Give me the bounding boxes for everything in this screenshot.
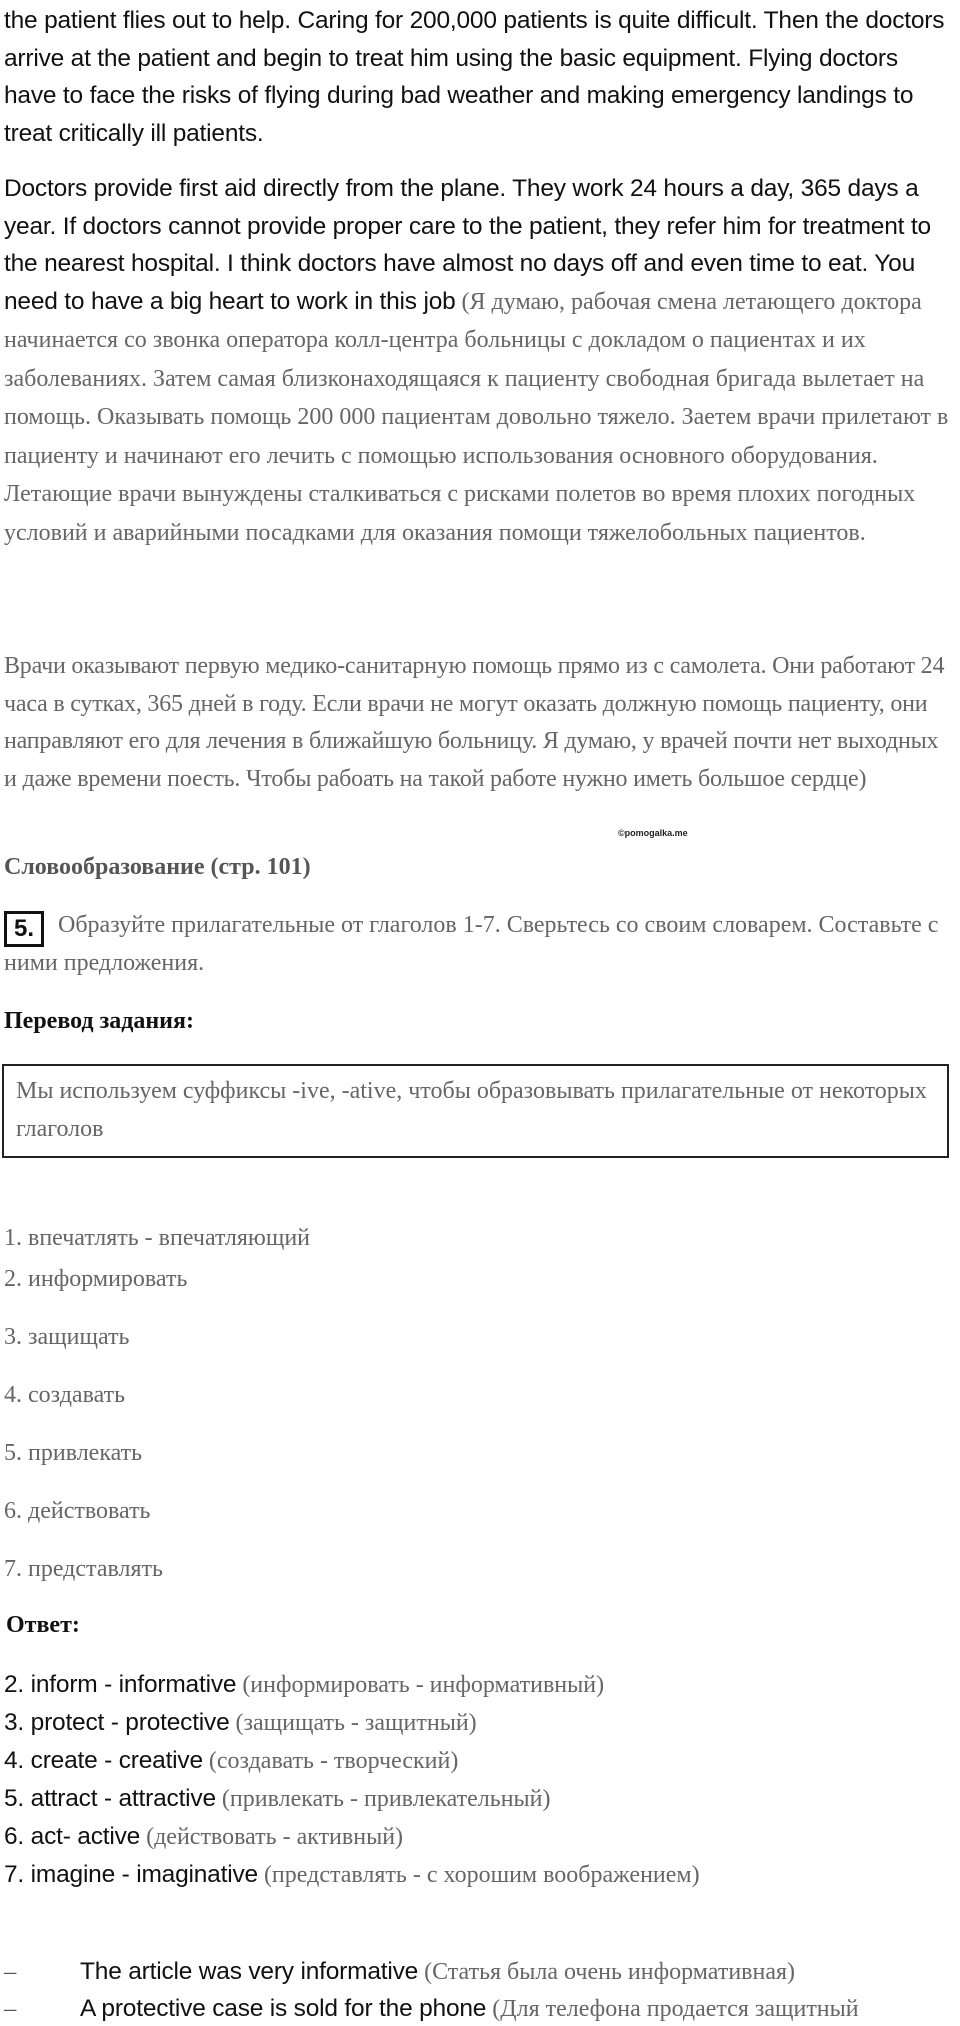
paragraph-2 (4, 170, 954, 552)
bullet-dash: – (4, 1995, 17, 2022)
paragraph-2-russian: (Я думаю, рабочая смена летающего доктора начинается со звонка оператора колл-центра больницы с докладом о пациентах и их заболеваниях. Затем самая близконаходящаяся к пациенту свободная бригада вылетает на помощь. Оказывать помощь 200 000 пациентам довольно тяжело. Заетем врачи прилетают в пациенту и начинают его лечить с помощью использования основного оборудования. Летающие врачи вынуждены сталкиваться с рисками полетов во время плохих погодных условий и аварийными посадками для оказания помощи тяжелобольных пациентов. (4, 288, 949, 546)
answer-en: 4. create - creative (4, 1747, 203, 1774)
verb-item-6: 6. действовать (4, 1498, 151, 1524)
answer-ru: (привлекать - привлекательный) (215, 1786, 551, 1812)
answer-row-7 (4, 1860, 700, 1890)
verb-item-7: 7. представлять (4, 1556, 163, 1582)
verb-item-2: 2. информировать (4, 1266, 188, 1292)
verb-item-3: 3. защищать (4, 1324, 130, 1350)
paragraph-2-english: Doctors provide first aid directly from the plane. They work 24 hours a day, 365 days a year. If doctors cannot provide proper care to the patient, they refer him for treatment to the nearest hospital. I think doctors have almost no days off and even time to eat. You need to have a big heart to work in this job (4, 175, 931, 315)
watermark: ©pomogalka.me (618, 828, 688, 838)
answer-row-4 (4, 1746, 458, 1776)
verb-item-4: 4. создавать (4, 1382, 126, 1408)
answer-ru: (действовать - активный) (140, 1824, 404, 1850)
answer-ru: (представлять - с хорошим воображением) (257, 1862, 700, 1888)
answer-heading: Ответ: (6, 1612, 80, 1638)
paragraph-1: the patient flies out to help. Caring for 200,000 patients is quite difficult. Then the doctors arrive at the patient and begin to treat him using the basic equipment. Flying doctors have to face the risks of flying during bad weather and making emergency landings to treat critically ill patients. (4, 7, 945, 147)
translation-heading: Перевод задания: (4, 1008, 194, 1034)
sentence-ru: (Для телефона продается защитный (486, 1996, 859, 2022)
paragraph-3: Врачи оказывают первую медико-санитарную помощь прямо из с самолета. Они работают 24 часа в сутках, 365 дней в году. Если врачи не могут оказать должную помощь пациенту, они направляют его для лечения в ближайшую больницу. Я думаю, у врачей почти нет выходных и даже времени поесть. Чтобы рабоать на такой работе нужно иметь большое сердце) (4, 653, 945, 792)
section-heading: Словообразование (стр. 101) (4, 854, 311, 880)
example-sentence-1 (4, 1957, 795, 1987)
answer-row-3 (4, 1708, 477, 1738)
answer-en: 7. imagine - imaginative (4, 1861, 258, 1888)
answer-ru: (информировать - информативный) (236, 1672, 605, 1698)
answer-ru: (создавать - творческий) (202, 1748, 459, 1774)
answer-row-5 (4, 1784, 551, 1814)
sentence-en: A protective case is sold for the phone (80, 1995, 487, 2022)
sentence-ru: (Статья была очень информативная) (418, 1959, 796, 1985)
answer-ru: (защищать - защитный) (229, 1710, 477, 1736)
task-number: 5. (4, 911, 44, 947)
answer-en: 6. act- active (4, 1823, 141, 1850)
task-text: Образуйте прилагательные от глаголов 1-7. Сверьтесь со своим словарем. Составьте с ними предложения. (4, 912, 939, 976)
answer-en: 5. attract - attractive (4, 1785, 216, 1812)
verb-item-1: 1. впечатлять - впечатляющий (4, 1225, 310, 1251)
bullet-dash: – (4, 1958, 17, 1985)
answer-en: 2. inform - informative (4, 1671, 237, 1698)
verb-item-5: 5. привлекать (4, 1440, 143, 1466)
example-sentence-2 (4, 1994, 859, 2024)
answer-row-2 (4, 1670, 604, 1700)
answer-en: 3. protect - protective (4, 1709, 230, 1736)
sentence-en: The article was very informative (80, 1958, 419, 1985)
rule-box (2, 1064, 949, 1158)
answer-row-6 (4, 1822, 403, 1852)
rule-box-text: Мы используем суффиксы -ive, -ative, чтобы образовывать прилагательные от некоторых глаголов (16, 1078, 927, 1142)
